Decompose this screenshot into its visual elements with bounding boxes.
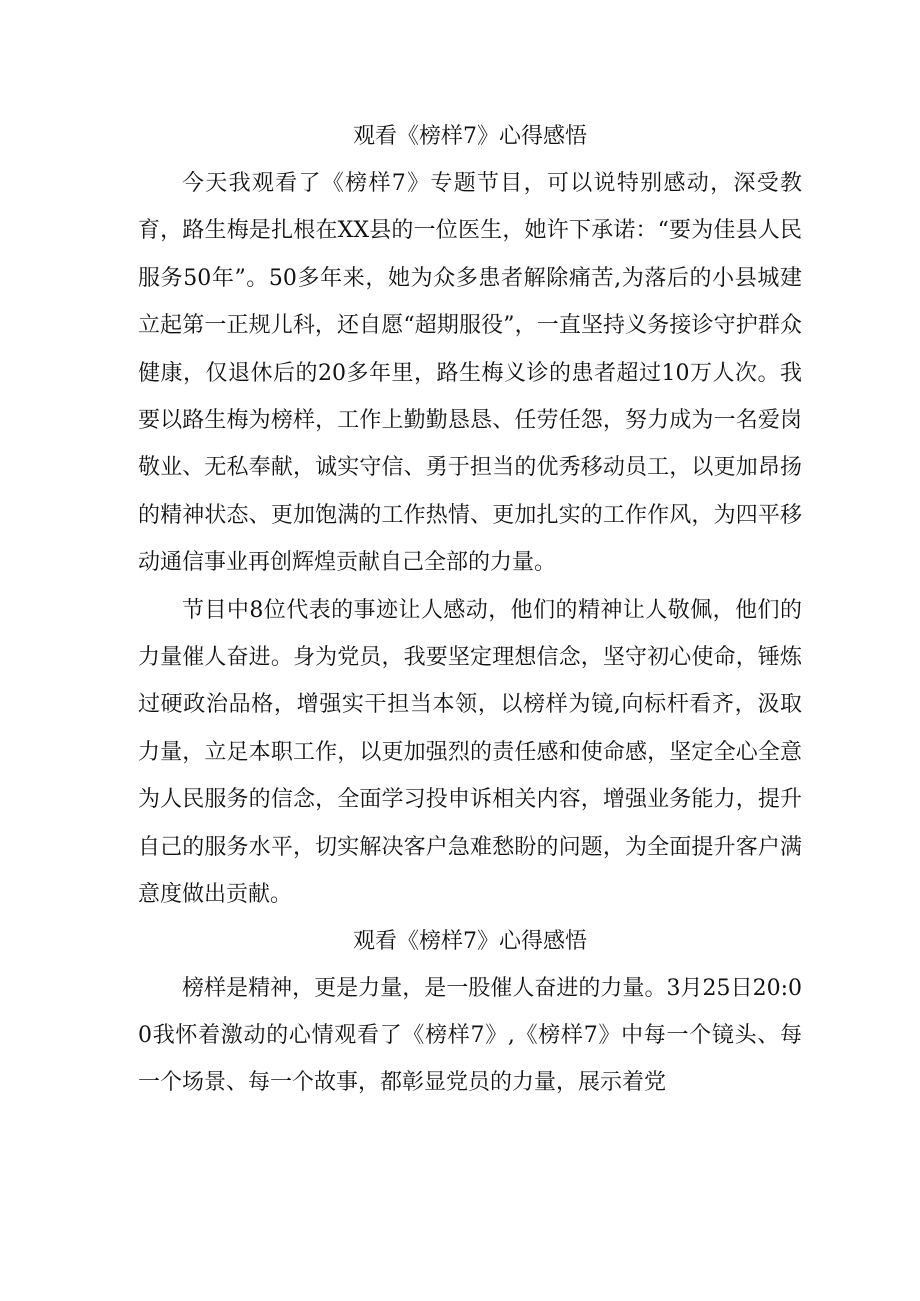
section-title: 观看《榜样7》心得感悟 <box>353 124 587 149</box>
paragraph: 节目中8位代表的事迹让人感动，他们的精神让人敬佩，他们的力量催人奋进。身为党员，我要坚定理想信念，坚守初心使命，锤炼过硬政治品格，增强实干担当本领，以榜样为镜,向标杆看齐，汲取力量，立足本职工作，以更加强烈的责任感和使命感，坚定全心全意为人民服务的信念，全面学习投申诉相关内容，增强业务能力，提升自己的服务水平，切实解决客户急难愁盼的问题，为全面提升客户满意度做出贡献。 <box>138 597 802 908</box>
paragraph: 榜样是精神，更是力量，是一股催人奋进的力量。3月25日20:00我怀着激动的心情观看了《榜样7》,《榜样7》中每一个镜头、每一个场景、每一个故事，都彰显党员的力量，展示着党 <box>138 975 802 1096</box>
document-page <box>138 114 802 1107</box>
section-title: 观看《榜样7》心得感悟 <box>353 928 587 954</box>
paragraph: 今天我观看了《榜样7》专题节目，可以说特别感动，深受教育，路生梅是扎根在XX县的一位医生，她许下承诺：“要为佳县人民服务50年”。50多年来，她为众多患者解除痛苦,为落后的小县城建立起第一正规儿科，还自愿“超期服役”，一直坚持义务接诊守护群众健康，仅退休后的20多年里，路生梅义诊的患者超过10万人次。我要以路生梅为榜样，工作上勤勤恳恳、任劳任怨，努力成为一名爱岗敬业、无私奉献，诚实守信、勇于担当的优秀移动员工，以更加昂扬的精神状态、更加饱满的工作热情、更加扎实的工作作风，为四平移动通信事业再创辉煌贡献自己全部的力量。 <box>138 171 802 576</box>
